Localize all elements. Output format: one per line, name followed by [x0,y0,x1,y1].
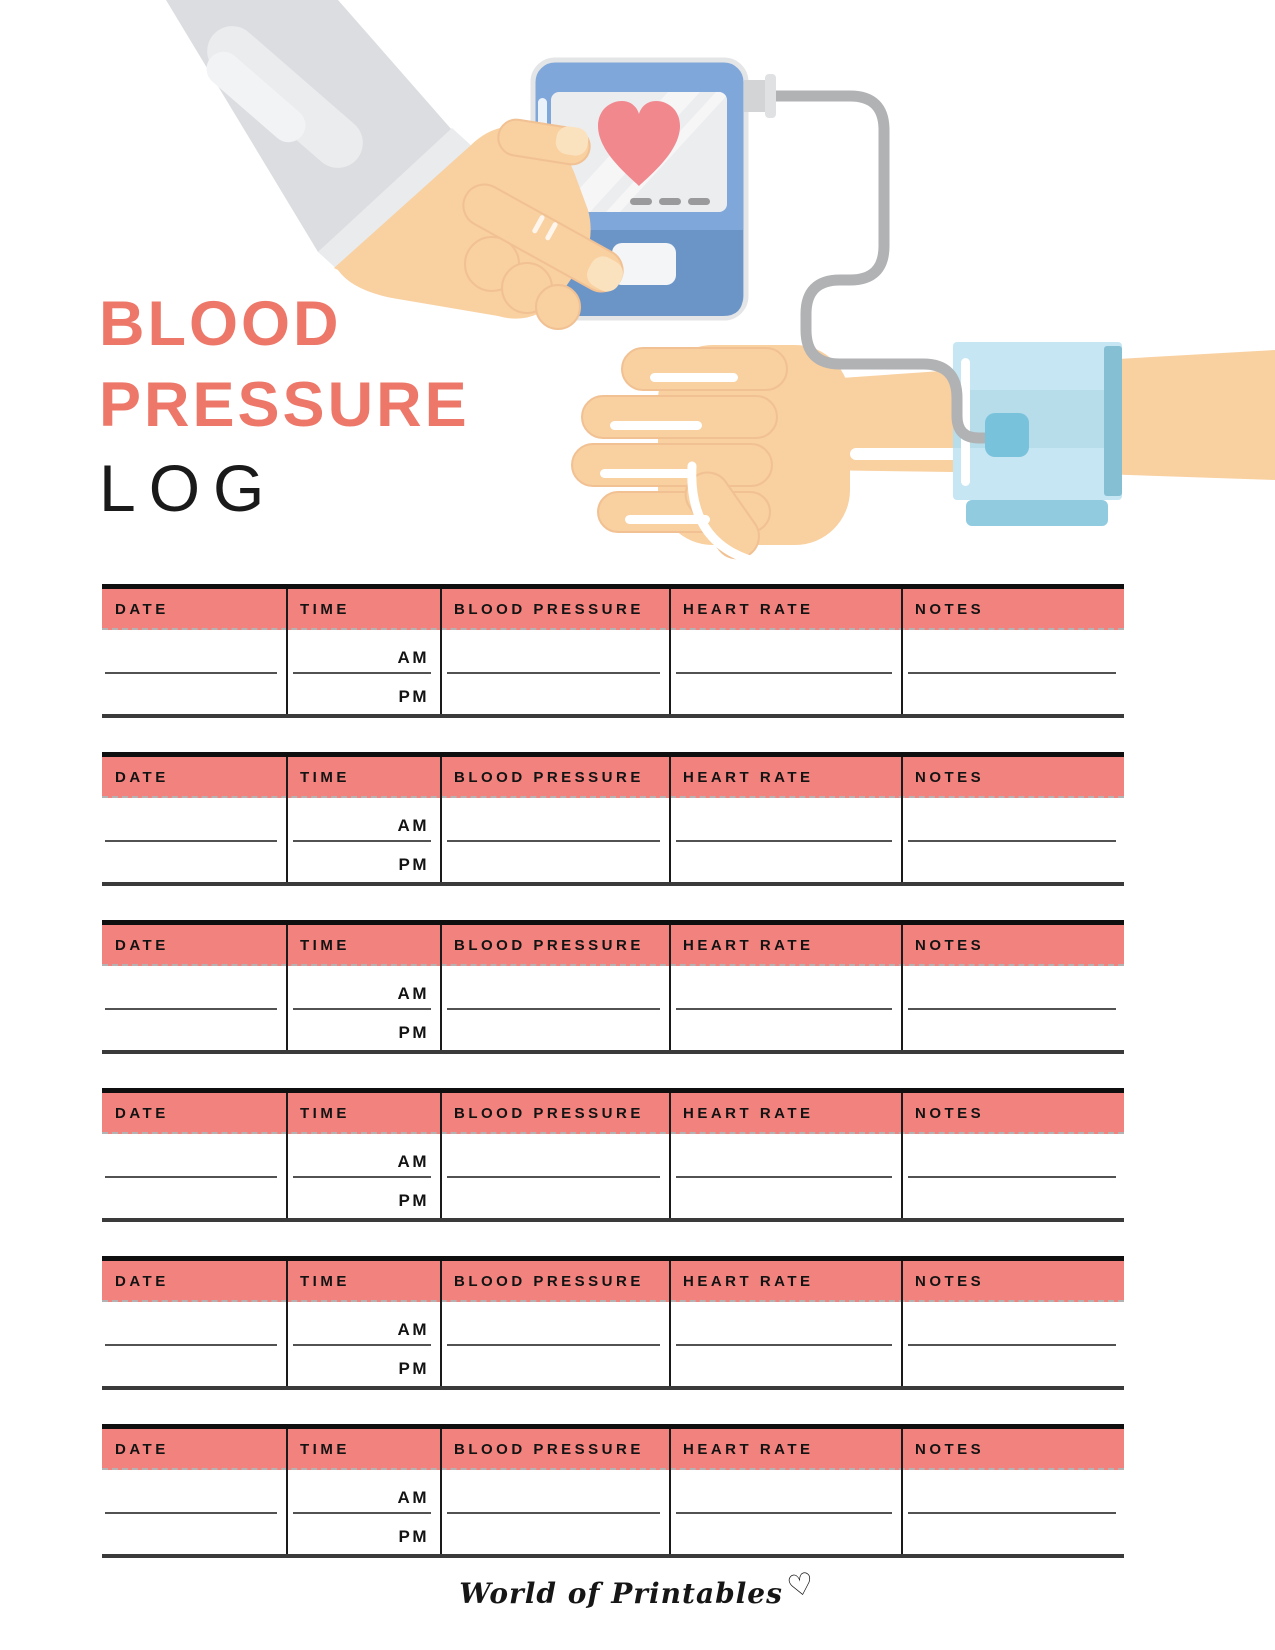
column-divider [901,757,903,882]
column-divider [669,1429,671,1554]
column-divider [901,1261,903,1386]
column-divider [669,1093,671,1218]
footer [0,1565,1275,1611]
column-divider [901,589,903,714]
col-header-heart-rate: HEART RATE [683,601,814,618]
log-row-am[interactable] [102,798,1124,842]
column-divider [669,589,671,714]
title-line-pressure: PRESSURE [99,370,470,440]
log-row-pm[interactable] [102,1010,1124,1050]
col-header-blood-pressure: BLOOD PRESSURE [454,601,644,618]
column-divider [286,1429,288,1554]
bp-log-table-1 [102,584,1124,718]
pm-label: PM [398,1359,429,1378]
log-row-am[interactable] [102,1302,1124,1346]
table-header-row [102,589,1124,630]
log-row-am[interactable] [102,1470,1124,1514]
monitor-port [744,80,768,112]
patient-arm [572,345,1275,565]
col-header-notes: NOTES [915,1273,985,1290]
col-header-notes: NOTES [915,601,985,618]
log-row-am[interactable] [102,966,1124,1010]
table-header-row [102,1429,1124,1470]
pm-label: PM [398,1023,429,1042]
col-header-heart-rate: HEART RATE [683,937,814,954]
col-header-date: DATE [115,1441,169,1458]
col-header-time: TIME [300,1441,350,1458]
heart-outline-icon: ♡ [783,1565,818,1606]
column-divider [286,1261,288,1386]
col-header-notes: NOTES [915,1105,985,1122]
col-header-time: TIME [300,769,350,786]
col-header-blood-pressure: BLOOD PRESSURE [454,1105,644,1122]
col-header-heart-rate: HEART RATE [683,1273,814,1290]
col-header-heart-rate: HEART RATE [683,1105,814,1122]
bp-log-table-2 [102,752,1124,886]
brand-signature: World of Printables [459,1577,783,1610]
column-divider [440,1261,442,1386]
col-header-blood-pressure: BLOOD PRESSURE [454,1441,644,1458]
bp-log-table-4 [102,1088,1124,1222]
pm-label: PM [398,1191,429,1210]
log-row-am[interactable] [102,630,1124,674]
log-row-pm[interactable] [102,842,1124,882]
am-label: AM [397,1488,429,1507]
bp-log-table-6 [102,1424,1124,1558]
pm-label: PM [398,687,429,706]
col-header-date: DATE [115,601,169,618]
column-divider [669,1261,671,1386]
column-divider [440,1093,442,1218]
table-header-row [102,1261,1124,1302]
col-header-blood-pressure: BLOOD PRESSURE [454,937,644,954]
col-header-time: TIME [300,1105,350,1122]
log-row-pm[interactable] [102,674,1124,714]
log-row-pm[interactable] [102,1514,1124,1554]
bp-log-table-3 [102,920,1124,1054]
col-header-date: DATE [115,1273,169,1290]
column-divider [286,757,288,882]
column-divider [901,925,903,1050]
am-label: AM [397,1152,429,1171]
pm-label: PM [398,1527,429,1546]
col-header-time: TIME [300,1273,350,1290]
table-header-row [102,1093,1124,1134]
log-row-am[interactable] [102,1134,1124,1178]
col-header-notes: NOTES [915,937,985,954]
column-divider [669,757,671,882]
bp-log-table-5 [102,1256,1124,1390]
col-header-heart-rate: HEART RATE [683,769,814,786]
am-label: AM [397,1320,429,1339]
column-divider [440,925,442,1050]
col-header-date: DATE [115,937,169,954]
col-header-notes: NOTES [915,1441,985,1458]
column-divider [440,1429,442,1554]
column-divider [286,925,288,1050]
log-tables [102,584,1124,1592]
title-line-log: LOG [99,451,278,525]
column-divider [669,925,671,1050]
am-label: AM [397,984,429,1003]
col-header-time: TIME [300,601,350,618]
col-header-notes: NOTES [915,769,985,786]
am-label: AM [397,648,429,667]
table-header-row [102,757,1124,798]
col-header-date: DATE [115,769,169,786]
column-divider [286,589,288,714]
page-title [99,284,470,530]
col-header-time: TIME [300,937,350,954]
col-header-blood-pressure: BLOOD PRESSURE [454,769,644,786]
column-divider [440,589,442,714]
column-divider [440,757,442,882]
title-line-blood: BLOOD [99,289,342,359]
table-header-row [102,925,1124,966]
log-row-pm[interactable] [102,1346,1124,1386]
col-header-blood-pressure: BLOOD PRESSURE [454,1273,644,1290]
column-divider [901,1093,903,1218]
pm-label: PM [398,855,429,874]
column-divider [901,1429,903,1554]
column-divider [286,1093,288,1218]
am-label: AM [397,816,429,835]
col-header-heart-rate: HEART RATE [683,1441,814,1458]
cuff-connector-icon [985,413,1029,457]
doctor-arm [166,0,630,329]
col-header-date: DATE [115,1105,169,1122]
log-row-pm[interactable] [102,1178,1124,1218]
